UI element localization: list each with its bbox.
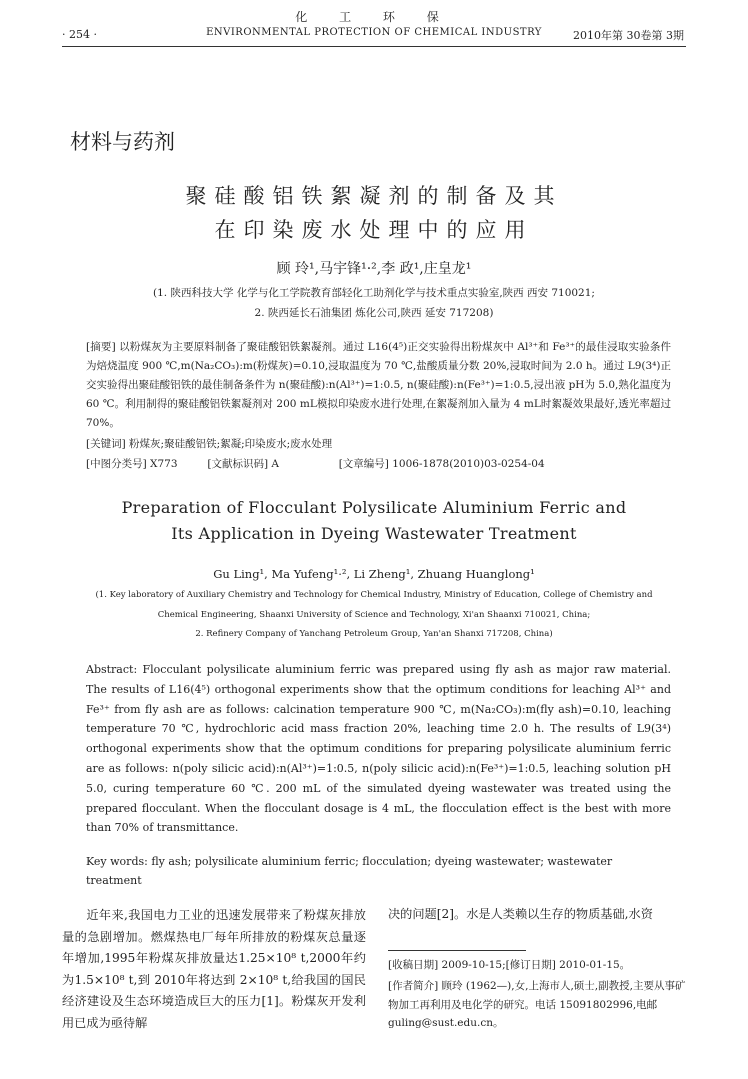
title-en-line2: Its Application in Dyeing Wastewater Treatment (171, 524, 577, 543)
title-en-line1: Preparation of Flocculant Polysilicate Aluminium Ferric and (121, 498, 627, 517)
affiliation-en-1: (1. Key laboratory of Auxiliary Chemistry and Technology for Chemical Industry, Ministry of Education, College of Chemistry and (95, 590, 653, 600)
footnote-author-bio: [作者简介] 顾玲 (1962—),女,上海市人,硕士,副教授,主要从事矿物加工再利用及电化学的研究。电话 15091802996,电邮 guling@sust.edu.cn。 (388, 980, 686, 1029)
journal-title-en: ENVIRONMENTAL PROTECTION OF CHEMICAL INDUSTRY (206, 27, 542, 38)
footnote-dates: [收稿日期] 2009-10-15;[修订日期] 2010-01-15。 (388, 959, 631, 971)
title-cn-line1: 聚硅酸铝铁絮凝剂的制备及其 (185, 184, 563, 208)
affiliation-cn-1: (1. 陕西科技大学 化学与化工学院教育部轻化工助剂化学与技术重点实验室,陕西 西安 710021; (153, 287, 595, 299)
authors-cn: 顾 玲¹,马宇锋¹·²,李 政¹,庄皇龙¹ (276, 261, 472, 277)
keywords-en: Key words: fly ash; polysilicate aluminium ferric; flocculation; dyeing wastewater; wastewater treatment (86, 855, 613, 887)
footnote-rule (388, 950, 526, 951)
section-heading: 材料与药剂 (70, 130, 175, 154)
abstract-cn: [摘要] 以粉煤灰为主要原料制备了聚硅酸铝铁絮凝剂。通过 L16(4⁵)正交实验得出粉煤灰中 Al³⁺和 Fe³⁺的最佳浸取实验条件为焙烧温度 900 ℃,m(Na₂CO₃):m(粉煤灰)=0.10,浸取温度为 70 ℃,盐酸质量分数 20%,浸取时间为 2.0 h。通过 L9(3⁴)正交实验得出聚硅酸铝铁的最佳制备条件为 n(聚硅酸):n(Al³⁺)=1:0.5, n(聚硅酸):n(Fe³⁺)=1:0.5,浸出液 pH为 5.0,熟化温度为 60 ℃。利用制得的聚硅酸铝铁絮凝剂对 200 mL模拟印染废水进行处理,在絮凝剂加入量为 4 mL时絮凝效果最好,透光率超过 70%。 (86, 341, 671, 429)
title-cn-line2: 在印染废水处理中的应用 (214, 218, 534, 242)
affiliation-en-3: 2. Refinery Company of Yanchang Petroleum Group, Yan'an Shanxi 717208, China) (195, 629, 553, 639)
classification-cn (86, 456, 686, 471)
document-code: [文献标识码] A (207, 458, 279, 470)
clc-number: [中图分类号] X773 (86, 458, 178, 470)
page-number: · 254 · (62, 28, 97, 41)
affiliation-cn-2: 2. 陕西延长石油集团 炼化公司,陕西 延安 717208) (254, 307, 494, 319)
abstract-en: Abstract: Flocculant polysilicate aluminium ferric was prepared using fly ash as major raw material. The results of L16(4⁵) orthogonal experiments show that the optimum conditions for leaching Al³⁺ and Fe³⁺ from fly ash are as follows: calcination temperature 900 ℃, m(Na₂CO₃):m(fly ash)=0.10, leaching temperature 70 ℃, hydrochloric acid mass fraction 20%, leaching time 2.0 h. The results of L9(3⁴) orthogonal experiments show that the optimum conditions for preparing polysilicate aluminium ferric are as follows: n(poly silicic acid):n(Al³⁺)=1:0.5, n(poly silicic acid):n(Fe³⁺)=1:0.5, leaching solution pH 5.0, curing temperature 60 ℃. 200 mL of the simulated dyeing wastewater was treated using the prepared flocculant. When the flocculant dosage is 4 mL, the flocculation effect is the best with more than 70% of transmittance. (86, 663, 671, 835)
body-text-right-column: 决的问题[2]。水是人类赖以生存的物质基础,水资 (388, 907, 653, 921)
article-number: [文章编号] 1006-1878(2010)03-0254-04 (338, 458, 545, 470)
issue-info: 2010年第 30卷第 3期 (573, 29, 684, 42)
affiliation-en-2: Chemical Engineering, Shaanxi University of Science and Technology, Xi'an Shaanxi 710021, China; (157, 610, 591, 620)
header-rule (62, 46, 686, 47)
keywords-cn: [关键词] 粉煤灰;聚硅酸铝铁;絮凝;印染废水;废水处理 (86, 438, 333, 450)
body-text-left-column: 近年来,我国电力工业的迅速发展带来了粉煤灰排放量的急剧增加。燃煤热电厂每年所排放的粉煤灰总量逐年增加,1995年粉煤灰排放量达1.25×10⁸ t,2000年约为1.5×10⁸ t,到 2010年将达到 2×10⁸ t,给我国的国民经济建设及生态环境造成巨大的压力[1]。粉煤灰开发利用已成为亟待解 (62, 908, 366, 1030)
authors-en: Gu Ling¹, Ma Yufeng¹·², Li Zheng¹, Zhuang Huanglong¹ (213, 567, 535, 581)
journal-title-cn: 化 工 环 保 (295, 10, 453, 24)
